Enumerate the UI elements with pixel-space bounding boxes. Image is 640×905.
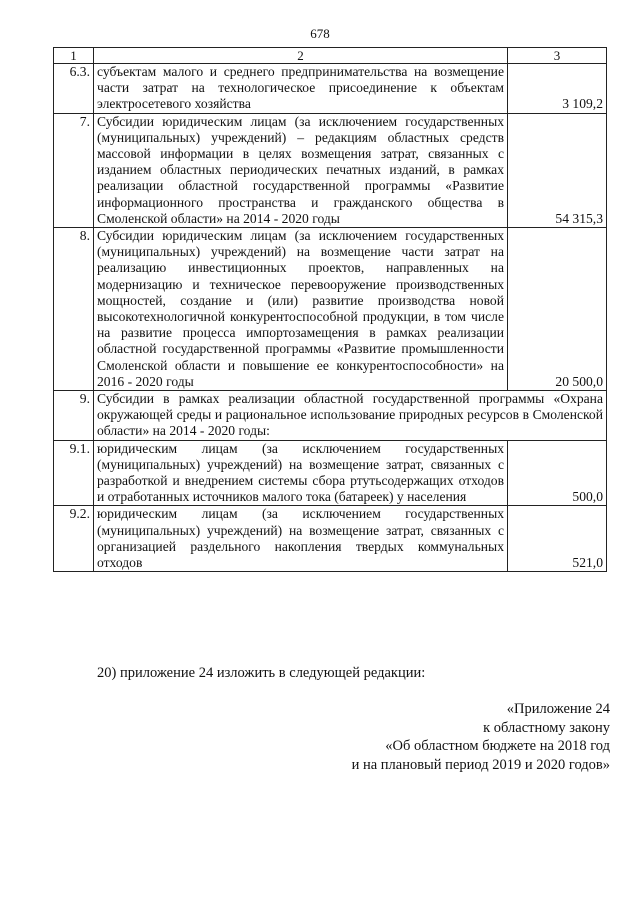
table-row <box>54 64 607 114</box>
appendix-line: «Об областном бюджете на 2018 год <box>385 738 610 754</box>
appendix-line: «Приложение 24 <box>506 701 610 717</box>
table-row <box>54 506 607 572</box>
row-amount: 500,0 <box>508 440 607 506</box>
row-amount: 54 315,3 <box>508 113 607 227</box>
appendix-heading <box>352 700 610 774</box>
row-description: Субсидии в рамках реализации областной государственной программы «Охрана окружающей среды и рациональное использование природных ресурсов в Смоленской области» на 2014 - 2020 годы: <box>94 391 607 441</box>
row-amount: 521,0 <box>508 506 607 572</box>
appendix-line: и на плановый период 2019 и 2020 годов» <box>351 756 610 773</box>
table-row <box>54 440 607 506</box>
row-number: 6.3. <box>54 64 94 114</box>
appendix-line: к областному закону <box>483 719 610 736</box>
row-description: субъектам малого и среднего предпринимательства на возмещение части затрат на технологическое присоединение к объектам электросетевого хозяйства <box>94 64 508 114</box>
column-header-description: 2 <box>94 48 508 64</box>
column-header-number: 1 <box>54 48 94 64</box>
table-header-row <box>54 48 607 64</box>
row-description: Субсидии юридическим лицам (за исключением государственных (муниципальных) учреждений) на возмещение части затрат на реализацию инвестиционных проектов, направленных на модернизацию и техническое перевооружение производственных мощностей, создание и (или) развитие производства новой высокотехнологичной конкурентоспособной продукции, в том числе на развитие процесса импортозамещения в рамках реализации областной государственной программы «Развитие промышленности Смоленской области и повышение ее конкурентоспособности» на 2016 - 2020 годы <box>94 228 508 391</box>
column-header-amount: 3 <box>508 48 607 64</box>
row-number: 7. <box>54 113 94 227</box>
row-number: 9. <box>54 391 94 441</box>
row-description: юридическим лицам (за исключением государственных (муниципальных) учреждений) на возмещение затрат, связанных с организацией раздельного накопления твердых коммунальных отходов <box>94 506 508 572</box>
row-number: 9.1. <box>54 440 94 506</box>
subsidy-table <box>53 47 607 572</box>
row-number: 9.2. <box>54 506 94 572</box>
table-row <box>54 228 607 391</box>
table-row <box>54 391 607 441</box>
table-row <box>54 113 607 227</box>
row-description: Субсидии юридическим лицам (за исключением государственных (муниципальных) учреждений) – редакциям областных средств массовой информации в целях возмещения затрат, связанных с изданием областных периодических печатных изданий, в рамках реализации областной государственной программы «Развитие информационного пространства и гражданского общества в Смоленской области» на 2014 - 2020 годы <box>94 113 508 227</box>
row-number: 8. <box>54 228 94 391</box>
row-description: юридическим лицам (за исключением государственных (муниципальных) учреждений) на возмещение затрат, связанных с разработкой и внедрением системы сбора ртутьсодержащих отходов и отработанных источников малого тока (батареек) у населения <box>94 440 508 506</box>
row-amount: 20 500,0 <box>508 228 607 391</box>
row-amount: 3 109,2 <box>508 64 607 114</box>
amendment-text: 20) приложение 24 изложить в следующей редакции: <box>97 665 426 681</box>
page-number: 678 <box>310 26 330 41</box>
